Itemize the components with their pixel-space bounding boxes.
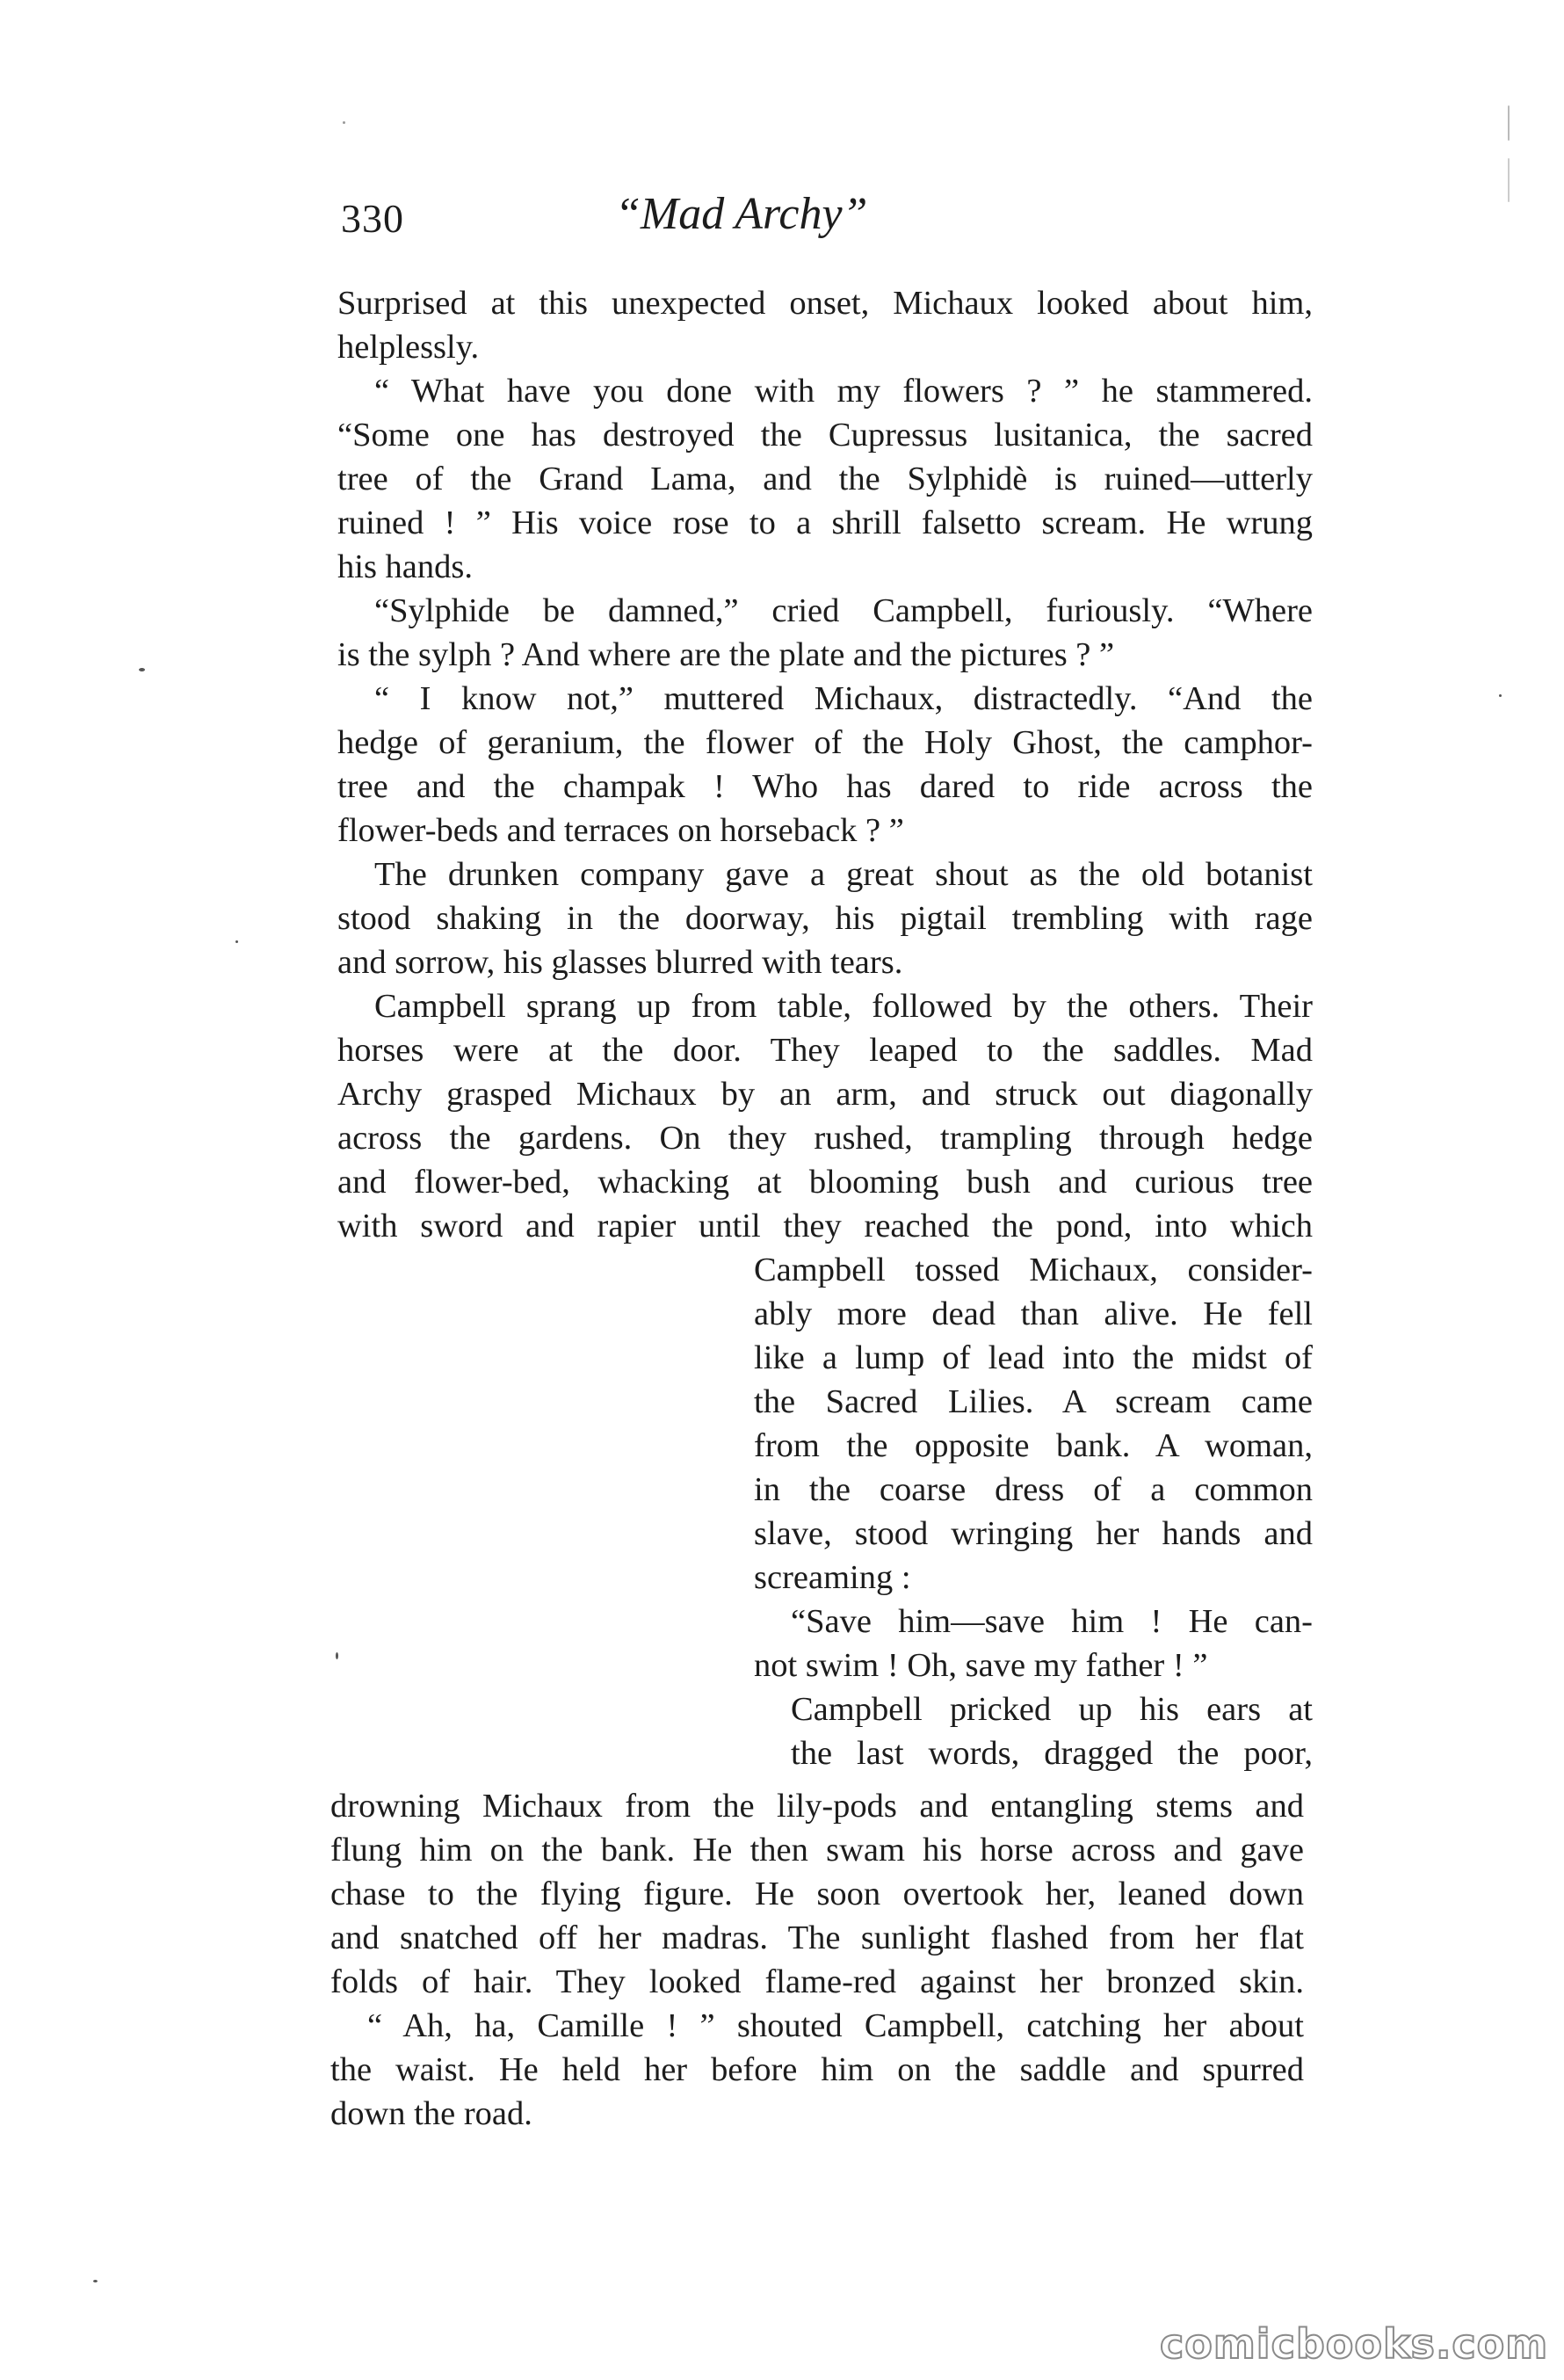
print-speck bbox=[139, 668, 145, 671]
text-line: in the coarse dress of a common bbox=[754, 1471, 1313, 1508]
print-speck bbox=[336, 1652, 338, 1659]
text-line: Surprised at this unexpected onset, Michaux looked about him, bbox=[337, 285, 1313, 322]
text-line: Campbell pricked up his ears at bbox=[791, 1691, 1313, 1728]
text-line: and sorrow, his glasses blurred with tears. bbox=[337, 944, 903, 981]
text-line: stood shaking in the doorway, his pigtail trembling with rage bbox=[337, 900, 1313, 937]
text-line: folds of hair. They looked flame-red against her bronzed skin. bbox=[330, 1963, 1304, 2000]
text-line: and flower-bed, whacking at blooming bush and curious tree bbox=[337, 1164, 1313, 1201]
text-line: Archy grasped Michaux by an arm, and struck out diagonally bbox=[337, 1076, 1313, 1113]
text-line: flower-beds and terraces on horseback ? ” bbox=[337, 812, 904, 849]
text-line: The drunken company gave a great shout as the old botanist bbox=[374, 856, 1313, 893]
text-line: tree of the Grand Lama, and the Sylphidè is ruined—utterly bbox=[337, 461, 1313, 497]
print-speck bbox=[1508, 105, 1510, 141]
text-line: tree and the champak ! Who has dared to ride across the bbox=[337, 768, 1313, 805]
text-line: Campbell sprang up from table, followed by the others. Their bbox=[374, 988, 1313, 1025]
text-line: his hands. bbox=[337, 548, 473, 585]
text-line: chase to the flying figure. He soon overtook her, leaned down bbox=[330, 1876, 1304, 1912]
text-line: ably more dead than alive. He fell bbox=[754, 1295, 1313, 1332]
text-line: flung him on the bank. He then swam his horse across and gave bbox=[330, 1832, 1304, 1868]
text-line: like a lump of lead into the midst of bbox=[754, 1339, 1313, 1376]
text-line: “ What have you done with my flowers ? ” he stammered. bbox=[374, 373, 1313, 410]
text-line: down the road. bbox=[330, 2095, 532, 2132]
text-line: “ I know not,” muttered Michaux, distractedly. “And the bbox=[374, 680, 1313, 717]
text-line: helplessly. bbox=[337, 329, 480, 366]
site-watermark: comicbooks.com bbox=[1160, 2320, 1549, 2368]
text-line: “Some one has destroyed the Cupressus lusitanica, the sacred bbox=[337, 417, 1313, 454]
print-speck bbox=[1508, 158, 1510, 202]
print-speck bbox=[1499, 694, 1502, 697]
text-line: the waist. He held her before him on the saddle and spurred bbox=[330, 2051, 1304, 2088]
text-line: Campbell tossed Michaux, consider- bbox=[754, 1252, 1313, 1288]
text-line: not swim ! Oh, save my father ! ” bbox=[754, 1647, 1208, 1684]
narrow-text-block bbox=[754, 1248, 1313, 1775]
text-line: “Sylphide be damned,” cried Campbell, furiously. “Where bbox=[374, 592, 1313, 629]
page-number: 330 bbox=[341, 196, 404, 241]
text-line: ruined ! ” His voice rose to a shrill falsetto scream. He wrung bbox=[337, 504, 1313, 541]
print-speck bbox=[93, 2280, 98, 2282]
body-text-block bbox=[337, 281, 1313, 1248]
text-line: from the opposite bank. A woman, bbox=[754, 1427, 1313, 1464]
text-line: drowning Michaux from the lily-pods and entangling stems and bbox=[330, 1788, 1304, 1825]
text-line: hedge of geranium, the flower of the Holy Ghost, the camphor- bbox=[337, 724, 1313, 761]
text-line: with sword and rapier until they reached the pond, into which bbox=[337, 1208, 1313, 1244]
running-title: “Mad Archy” bbox=[615, 189, 868, 239]
print-speck bbox=[235, 940, 238, 943]
text-line: “Save him—save him ! He can- bbox=[791, 1603, 1313, 1640]
text-line: the last words, dragged the poor, bbox=[791, 1735, 1313, 1772]
text-line: screaming : bbox=[754, 1559, 911, 1596]
text-line: is the sylph ? And where are the plate and the pictures ? ” bbox=[337, 636, 1115, 673]
text-line: and snatched off her madras. The sunlight flashed from her flat bbox=[330, 1919, 1304, 1956]
text-line: the Sacred Lilies. A scream came bbox=[754, 1383, 1313, 1420]
final-text-block bbox=[330, 1784, 1304, 2136]
text-line: slave, stood wringing her hands and bbox=[754, 1515, 1313, 1552]
text-line: across the gardens. On they rushed, trampling through hedge bbox=[337, 1120, 1313, 1157]
text-line: “ Ah, ha, Camille ! ” shouted Campbell, catching her about bbox=[367, 2007, 1304, 2044]
print-speck bbox=[343, 121, 345, 124]
text-line: horses were at the door. They leaped to the saddles. Mad bbox=[337, 1032, 1313, 1069]
